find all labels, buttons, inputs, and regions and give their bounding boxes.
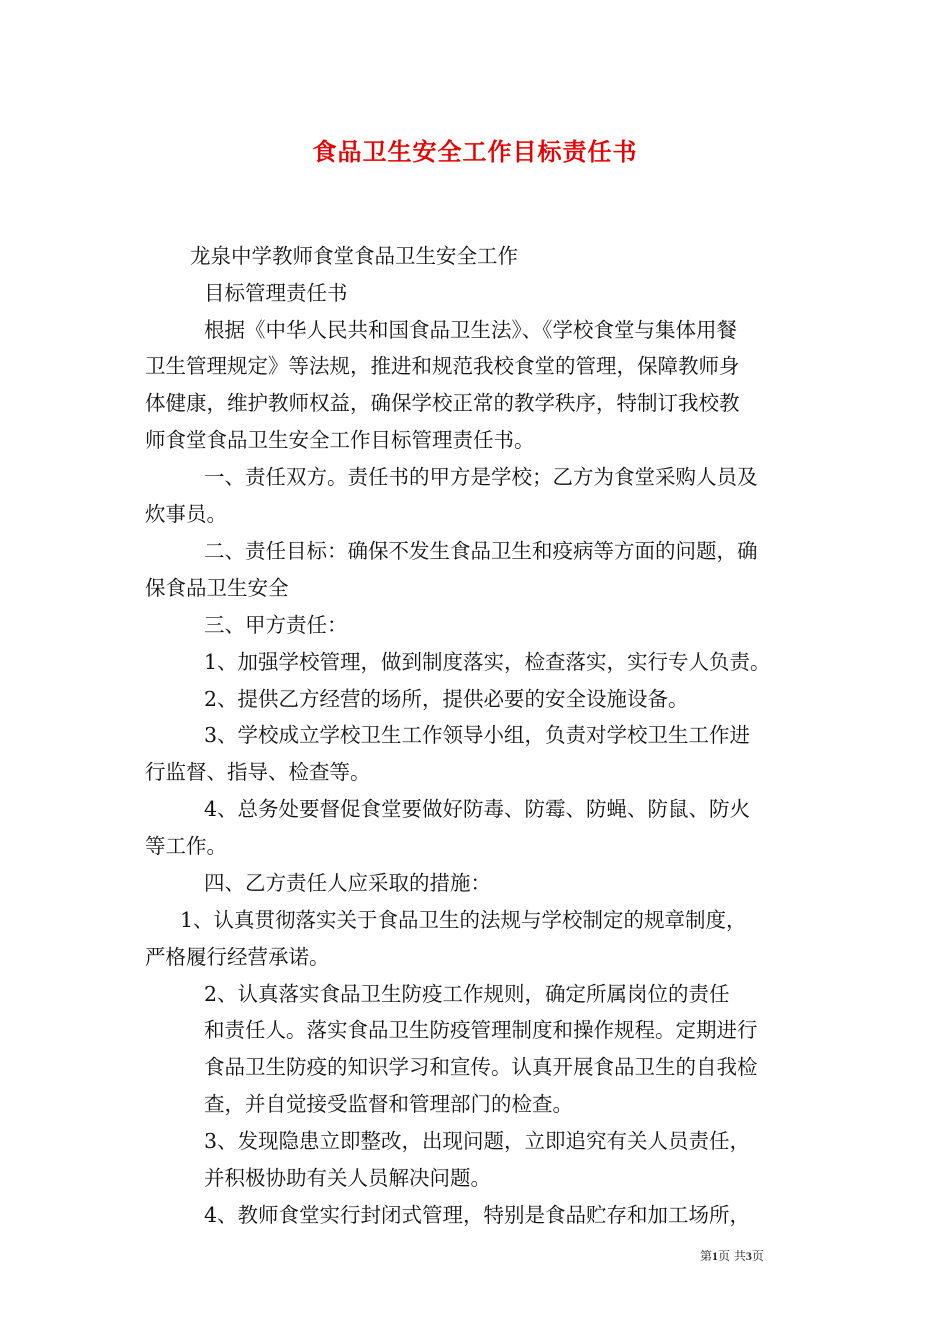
body-line: 并积极协助有关人员解决问题。 [204,1166,491,1190]
body-line: 食品卫生防疫的知识学习和宣传。认真开展食品卫生的自我检 [204,1055,758,1079]
footer-prefix: 第 [700,1249,713,1263]
body-line: 3、学校成立学校卫生工作领导小组，负责对学校卫生工作进 [204,723,751,747]
body-line: 等工作。 [145,834,227,858]
footer-current-page: 1 [712,1249,719,1263]
body-line: 和责任人。落实食品卫生防疫管理制度和操作规程。定期进行 [204,1018,758,1042]
body-line: 行监督、指导、检查等。 [145,760,371,784]
body-line: 4、总务处要督促食堂要做好防毒、防霉、防蝇、防鼠、防火 [204,797,751,821]
footer-total-pages: 3 [745,1249,752,1263]
body-line: 3、发现隐患立即整改，出现问题，立即追究有关人员责任， [204,1129,751,1153]
body-line: 目标管理责任书 [204,281,348,305]
body-line: 2、提供乙方经营的场所，提供必要的安全设施设备。 [204,687,689,711]
footer-suffix: 页 [751,1249,764,1263]
document-title: 食品卫生安全工作目标责任书 [312,137,638,166]
body-line: 查，并自觉接受监督和管理部门的检查。 [204,1092,573,1116]
body-line: 体健康，维护教师权益，确保学校正常的教学秩序，特制订我校教 [145,391,740,415]
body-line: 1、认真贯彻落实关于食品卫生的法规与学校制定的规章制度， [180,908,747,932]
body-line: 炊事员。 [145,502,227,526]
body-line: 二、责任目标：确保不发生食品卫生和疫病等方面的问题，确 [204,539,758,563]
footer-middle: 页 共 [718,1249,746,1263]
page-footer [700,1247,764,1264]
body-line: 根据《中华人民共和国食品卫生法》、《学校食堂与集体用餐 [204,318,737,342]
body-line: 一、责任双方。责任书的甲方是学校；乙方为食堂采购人员及 [204,465,758,489]
body-line: 保食品卫生安全 [145,576,289,600]
body-line: 三、甲方责任： [204,613,348,637]
body-line: 1、加强学校管理，做到制度落实，检查落实，实行专人负责。 [204,650,771,674]
body-line: 师食堂食品卫生安全工作目标管理责任书。 [145,428,535,452]
body-line: 四、乙方责任人应采取的措施： [204,871,491,895]
body-line: 4、教师食堂实行封闭式管理，特别是食品贮存和加工场所， [204,1203,751,1227]
body-line: 卫生管理规定》等法规，推进和规范我校食堂的管理，保障教师身 [145,354,740,378]
body-line: 严格履行经营承诺。 [145,945,330,969]
body-line: 2、认真落实食品卫生防疫工作规则，确定所属岗位的责任 [204,982,730,1006]
body-line: 龙泉中学教师食堂食品卫生安全工作 [190,244,518,268]
